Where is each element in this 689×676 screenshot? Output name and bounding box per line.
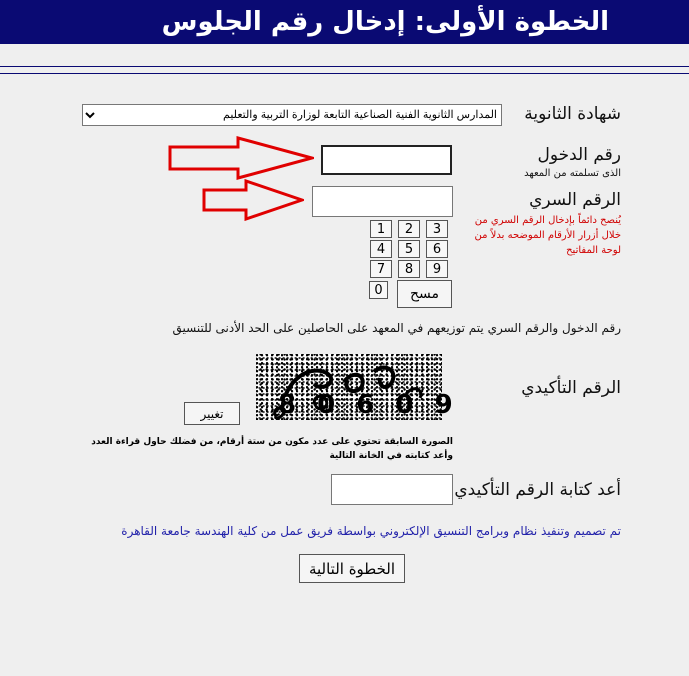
secret-note-line: خلال أزرار الأرقام الموضحه بدلاً من — [474, 230, 621, 241]
secret-note-line: يُنصح دائماً بإدخال الرقم السري من — [474, 215, 621, 226]
secret-note-line: لوحة المفاتيح — [566, 245, 621, 256]
captcha-help-line: الصورة السابقة تحتوي على عدد مكون من ستة أرقام، من فضلك حاول قراءة العدد — [91, 437, 453, 447]
keypad-button-5[interactable]: 5 — [398, 240, 420, 258]
keypad-button-6[interactable]: 6 — [426, 240, 448, 258]
entry-number-label: رقم الدخول — [537, 145, 621, 165]
keypad-button-8[interactable]: 8 — [398, 260, 420, 278]
arrow-pointer-secret-icon — [202, 179, 304, 221]
keypad-button-9[interactable]: 9 — [426, 260, 448, 278]
clear-button[interactable]: مسح — [397, 280, 452, 308]
confirm-captcha-label: أعد كتابة الرقم التأكيدي — [454, 480, 621, 500]
captcha-help — [91, 435, 453, 463]
entry-number-input[interactable] — [321, 145, 452, 175]
divider-top — [0, 66, 689, 67]
credit-text: تم تصميم وتنفيذ نظام وبرامج التنسيق الإلكتروني بواسطة فريق عمل من كلية الهندسة جامعة القاهرة — [121, 524, 621, 538]
arrow-pointer-entry-icon — [168, 136, 314, 180]
keypad-button-0[interactable]: 0 — [369, 281, 388, 299]
captcha-help-line: وأعد كتابته في الخانة التالية — [329, 451, 453, 461]
entry-number-hint: الذى تسلمته من المعهد — [524, 168, 621, 179]
divider-bottom — [0, 73, 689, 74]
secret-note — [475, 213, 621, 258]
secret-number-label: الرقم السري — [529, 190, 621, 210]
certificate-label: شهادة الثانوية — [524, 104, 621, 124]
info-text: رقم الدخول والرقم السري يتم توزيعهم في المعهد على الحاصلين على الحد الأدنى للتنسيق — [172, 321, 621, 335]
keypad-button-7[interactable]: 7 — [370, 260, 392, 278]
captcha-label: الرقم التأكيدي — [521, 378, 621, 398]
keypad-button-1[interactable]: 1 — [370, 220, 392, 238]
page-title: الخطوة الأولى: إدخال رقم الجلوس — [161, 7, 609, 37]
keypad-button-4[interactable]: 4 — [370, 240, 392, 258]
next-step-button[interactable]: الخطوة التالية — [299, 554, 405, 583]
confirm-captcha-input[interactable] — [331, 474, 453, 505]
secret-number-input[interactable] — [312, 186, 453, 217]
keypad-button-3[interactable]: 3 — [426, 220, 448, 238]
header-bar — [0, 0, 689, 44]
keypad-button-2[interactable]: 2 — [398, 220, 420, 238]
captcha-image — [256, 354, 459, 420]
captcha-digits: 8 0 6 0 9 — [278, 390, 459, 420]
captcha-change-button[interactable]: تغيير — [184, 402, 240, 425]
certificate-select[interactable] — [82, 104, 502, 126]
